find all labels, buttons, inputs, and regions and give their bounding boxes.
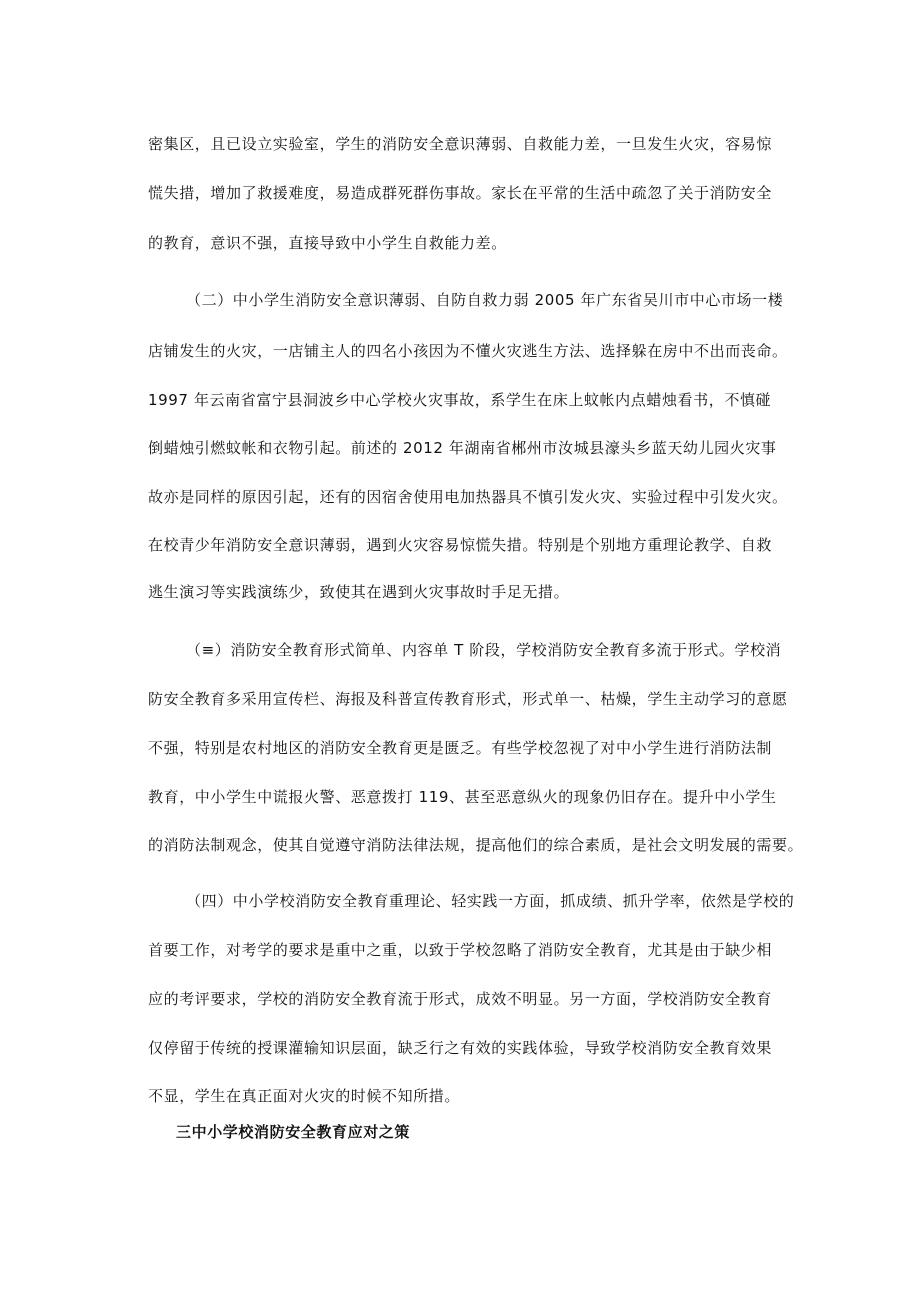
paragraph-line: 倒蜡烛引燃蚊帐和衣物引起。前述的 2012 年湖南省郴州市汝城县濠头乡蓝天幼儿园火灾事 — [148, 439, 777, 457]
paragraph-line: 的教育，意识不强，直接导致中小学生自救能力差。 — [148, 234, 507, 252]
paragraph-line: （二）中小学生消防安全意识薄弱、自防自救力弱 2005 年广东省吴川市中心市场一楼 — [186, 291, 784, 309]
paragraph-line: 教育，中小学生中谎报火警、恶意拨打 119、甚至恶意纵火的现象仍旧存在。提升中小学生 — [148, 788, 777, 806]
paragraph-line: 故亦是同样的原因引起，还有的因宿舍使用电加热器具不慎引发火灾、实验过程中引发火灾。 — [148, 488, 788, 506]
paragraph-line: 首要工作，对考学的要求是重中之重，以致于学校忽略了消防安全教育，尤其是由于缺少相 — [148, 941, 773, 959]
paragraph-line: 不强，特别是农村地区的消防安全教育更是匮乏。有些学校忽视了对中小学生进行消防法制 — [148, 739, 773, 757]
paragraph-line: （四）中小学校消防安全教育重理论、轻实践一方面，抓成绩、抓升学率，依然是学校的 — [186, 892, 795, 910]
paragraph-line: 防安全教育多采用宣传栏、海报及科普宣传教育形式，形式单一、枯燥，学生主动学习的意愿 — [148, 690, 788, 708]
paragraph-line: 1997 年云南省富宁县洞波乡中心学校火灾事故，系学生在床上蚊帐内点蜡烛看书，不慎碰 — [148, 391, 772, 409]
section-heading: 三中小学校消防安全教育应对之策 — [176, 1123, 411, 1141]
paragraph-line: 密集区，且已设立实验室，学生的消防安全意识薄弱、自救能力差，一旦发生火灾，容易惊 — [148, 135, 773, 153]
paragraph-line: 慌失措，增加了救援难度，易造成群死群伤事故。家长在平常的生活中疏忽了关于消防安全 — [148, 184, 773, 202]
paragraph-line: 逃生演习等实践演练少，致使其在遇到火灾事故时手足无措。 — [148, 583, 570, 601]
paragraph-line: 仅停留于传统的授课灌输知识层面，缺乏行之有效的实践体验，导致学校消防安全教育效果 — [148, 1039, 773, 1057]
paragraph-line: 的消防法制观念，使其自觉遵守消防法律法规，提高他们的综合素质，是社会文明发展的需要。 — [148, 836, 804, 854]
paragraph-line: （≡）消防安全教育形式简单、内容单 T 阶段，学校消防安全教育多流于形式。学校消 — [186, 641, 782, 659]
paragraph-line: 不显，学生在真正面对火灾的时候不知所措。 — [148, 1087, 461, 1105]
paragraph-line: 店铺发生的火灾，一店铺主人的四名小孩因为不懂火灾逃生方法、选择躲在房中不出而丧命。 — [148, 342, 788, 360]
paragraph-line: 应的考评要求，学校的消防安全教育流于形式，成效不明显。另一方面，学校消防安全教育 — [148, 990, 773, 1008]
paragraph-line: 在校青少年消防安全意识薄弱，遇到火灾容易惊慌失措。特别是个别地方重理论教学、自救 — [148, 536, 773, 554]
